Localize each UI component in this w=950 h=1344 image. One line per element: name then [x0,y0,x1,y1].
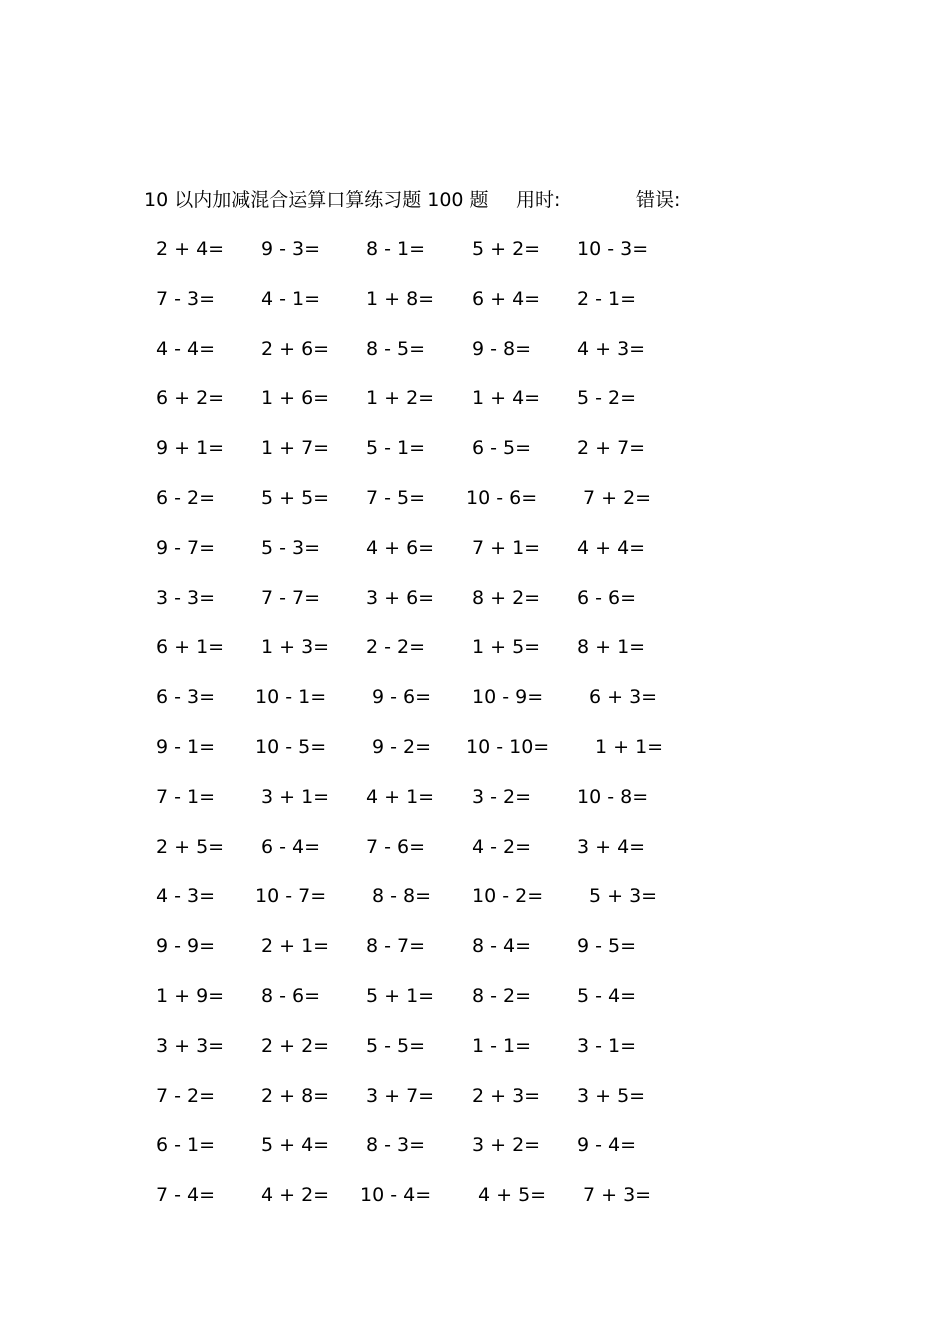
problem-item: 3 + 7= [366,1084,435,1107]
problem-item: 6 + 3= [589,686,658,709]
problem-row [0,1130,950,1180]
problem-item: 6 + 4= [472,287,541,310]
problem-item: 5 - 2= [577,387,637,410]
problem-item: 6 - 4= [261,835,321,858]
problem-row [0,583,950,633]
problem-row [0,234,950,284]
problem-item: 2 + 4= [156,238,225,260]
problem-row [0,881,950,931]
problem-row [0,483,950,533]
problem-item: 8 - 7= [366,935,426,958]
problem-item: 1 - 1= [472,1034,532,1057]
problem-item: 6 - 5= [472,437,532,460]
problem-item: 7 - 1= [156,785,216,808]
problem-item: 9 + 1= [156,437,225,460]
problem-item: 7 - 6= [366,835,426,858]
problem-row [0,782,950,832]
problem-item: 1 + 1= [595,735,664,758]
problem-item: 3 - 3= [156,586,216,609]
problem-item: 5 - 3= [261,536,321,559]
problem-item: 1 + 3= [261,636,330,659]
problem-item: 3 + 2= [472,1134,541,1157]
problem-item: 8 - 3= [366,1134,426,1157]
problem-item: 7 - 2= [156,1084,216,1107]
problem-row [0,334,950,384]
problem-item: 4 - 2= [472,835,532,858]
problem-item: 10 - 2= [472,885,544,908]
problem-item: 8 - 8= [372,885,432,908]
problem-item: 9 - 7= [156,536,216,559]
problem-row [0,383,950,433]
problem-item: 9 - 1= [156,735,216,758]
problem-item: 10 - 8= [577,785,649,808]
problem-item: 4 - 4= [156,337,216,360]
problem-item: 8 - 2= [472,984,532,1007]
problem-item: 10 - 1= [255,686,327,709]
problem-item: 7 + 3= [583,1184,652,1207]
problem-row [0,981,950,1031]
problem-item: 3 + 3= [156,1034,225,1057]
problem-item: 1 + 8= [366,287,435,310]
problem-item: 3 + 1= [261,785,330,808]
problem-item: 2 + 3= [472,1084,541,1107]
problem-row [0,433,950,483]
problem-item: 7 + 2= [583,486,652,509]
problem-item: 2 + 2= [261,1034,330,1057]
problem-row [0,682,950,732]
problem-item: 3 + 6= [366,586,435,609]
problem-item: 5 + 3= [589,885,658,908]
problem-item: 1 + 6= [261,387,330,410]
problem-item: 2 + 5= [156,835,225,858]
problem-item: 9 - 5= [577,935,637,958]
problem-item: 5 - 5= [366,1034,426,1057]
problem-row [0,931,950,981]
problem-item: 10 - 7= [255,885,327,908]
problem-item: 7 + 1= [472,536,541,559]
problem-grid [0,234,950,1230]
problem-item: 6 - 3= [156,686,216,709]
problem-item: 4 + 4= [577,536,646,559]
problem-item: 2 - 1= [577,287,637,310]
problem-row [0,832,950,882]
problem-item: 10 - 10= [466,735,550,758]
problem-item: 6 - 6= [577,586,637,609]
errors-label: 错误: [636,189,681,211]
problem-item: 9 - 2= [372,735,432,758]
problem-row [0,533,950,583]
problem-item: 4 + 6= [366,536,435,559]
problem-item: 4 + 2= [261,1184,330,1207]
problem-item: 2 + 1= [261,935,330,958]
problem-item: 8 - 6= [261,984,321,1007]
problem-item: 1 + 5= [472,636,541,659]
problem-item: 5 + 1= [366,984,435,1007]
problem-item: 1 + 9= [156,984,225,1007]
problem-item: 4 - 3= [156,885,216,908]
problem-item: 6 + 2= [156,387,225,410]
problem-item: 4 + 1= [366,785,435,808]
problem-item: 7 - 4= [156,1184,216,1207]
problem-item: 8 - 4= [472,935,532,958]
problem-item: 8 + 2= [472,586,541,609]
problem-item: 10 - 9= [472,686,544,709]
problem-item: 5 + 5= [261,486,330,509]
problem-item: 2 - 2= [366,636,426,659]
problem-item: 9 - 4= [577,1134,637,1157]
problem-item: 8 + 1= [577,636,646,659]
problem-item: 2 + 7= [577,437,646,460]
problem-row [0,1031,950,1081]
problem-item: 7 - 3= [156,287,216,310]
problem-item: 3 + 4= [577,835,646,858]
problem-item: 5 + 2= [472,238,541,260]
problem-item: 3 - 1= [577,1034,637,1057]
problem-item: 5 + 4= [261,1134,330,1157]
problem-row [0,1081,950,1131]
problem-item: 5 - 4= [577,984,637,1007]
problem-item: 2 + 8= [261,1084,330,1107]
problem-item: 9 - 9= [156,935,216,958]
problem-row [0,632,950,682]
problem-item: 1 + 7= [261,437,330,460]
problem-row [0,732,950,782]
problem-item: 6 - 1= [156,1134,216,1157]
problem-item: 10 - 5= [255,735,327,758]
problem-item: 8 - 5= [366,337,426,360]
problem-item: 2 + 6= [261,337,330,360]
problem-item: 5 - 1= [366,437,426,460]
problem-item: 7 - 5= [366,486,426,509]
problem-item: 3 + 5= [577,1084,646,1107]
problem-item: 7 - 7= [261,586,321,609]
problem-item: 4 + 3= [577,337,646,360]
problem-item: 8 - 1= [366,238,426,260]
problem-row [0,1180,950,1230]
problem-item: 9 - 8= [472,337,532,360]
worksheet-title: 10 以内加减混合运算口算练习题 100 题 [144,189,489,211]
problem-item: 9 - 3= [261,238,321,260]
problem-item: 10 - 4= [360,1184,432,1207]
problem-row [0,284,950,334]
problem-item: 4 + 5= [478,1184,547,1207]
problem-item: 4 - 1= [261,287,321,310]
problem-item: 9 - 6= [372,686,432,709]
time-label: 用时: [516,189,561,211]
problem-item: 6 + 1= [156,636,225,659]
problem-item: 10 - 6= [466,486,538,509]
problem-item: 1 + 4= [472,387,541,410]
problem-item: 3 - 2= [472,785,532,808]
problem-item: 6 - 2= [156,486,216,509]
problem-item: 10 - 3= [577,238,649,260]
problem-item: 1 + 2= [366,387,435,410]
